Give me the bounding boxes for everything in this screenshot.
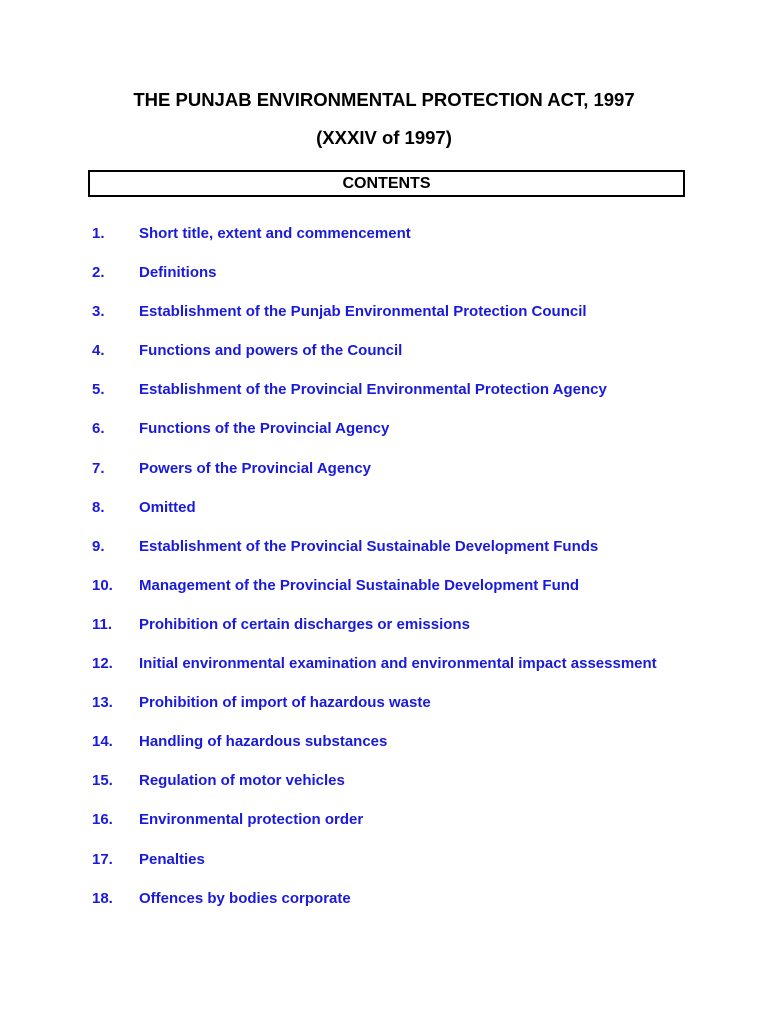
toc-link[interactable]: Initial environmental examination and environmental impact assessment <box>139 655 657 673</box>
toc-link[interactable]: Handling of hazardous substances <box>139 733 388 751</box>
toc-link[interactable]: Establishment of the Punjab Environmental Protection Council <box>139 303 587 321</box>
toc-item-17[interactable] <box>0 850 768 889</box>
toc-number: 10. <box>92 576 113 594</box>
toc-item-10[interactable] <box>0 576 768 615</box>
toc-link[interactable]: Prohibition of import of hazardous waste <box>139 694 431 712</box>
table-of-contents <box>0 224 768 928</box>
toc-item-3[interactable] <box>0 302 768 341</box>
toc-link[interactable]: Offences by bodies corporate <box>139 889 351 907</box>
toc-link[interactable]: Establishment of the Provincial Environmental Protection Agency <box>139 381 607 399</box>
toc-number: 12. <box>92 655 113 673</box>
toc-item-13[interactable] <box>0 693 768 732</box>
toc-link[interactable]: Environmental protection order <box>139 811 364 829</box>
toc-link[interactable]: Powers of the Provincial Agency <box>139 459 372 477</box>
toc-link[interactable]: Functions of the Provincial Agency <box>139 420 390 438</box>
toc-item-12[interactable] <box>0 654 768 693</box>
toc-number: 17. <box>92 850 113 868</box>
contents-heading: CONTENTS <box>88 170 685 197</box>
toc-item-6[interactable] <box>0 419 768 458</box>
toc-number: 3. <box>92 303 105 321</box>
toc-item-4[interactable] <box>0 341 768 380</box>
toc-item-5[interactable] <box>0 380 768 419</box>
document-title: THE PUNJAB ENVIRONMENTAL PROTECTION ACT, 1997 <box>133 89 635 110</box>
toc-number: 13. <box>92 694 113 712</box>
toc-link[interactable]: Regulation of motor vehicles <box>139 772 345 790</box>
toc-number: 9. <box>92 537 105 555</box>
toc-item-1[interactable] <box>0 224 768 263</box>
toc-number: 14. <box>92 733 113 751</box>
toc-link[interactable]: Short title, extent and commencement <box>139 225 411 242</box>
toc-link[interactable]: Establishment of the Provincial Sustainable Development Funds <box>139 537 599 555</box>
toc-number: 7. <box>92 459 105 477</box>
toc-number: 4. <box>92 342 105 360</box>
toc-number: 16. <box>92 811 113 829</box>
toc-number: 15. <box>92 772 113 790</box>
toc-item-9[interactable] <box>0 537 768 576</box>
toc-number: 5. <box>92 381 105 399</box>
toc-link[interactable]: Definitions <box>139 264 217 282</box>
toc-link[interactable]: Functions and powers of the Council <box>139 342 403 360</box>
toc-item-15[interactable] <box>0 771 768 810</box>
toc-number: 11. <box>92 615 113 633</box>
toc-number: 18. <box>92 889 113 907</box>
toc-item-11[interactable] <box>0 615 768 654</box>
toc-link[interactable]: Prohibition of certain discharges or emissions <box>139 615 470 633</box>
toc-item-16[interactable] <box>0 810 768 849</box>
toc-item-7[interactable] <box>0 459 768 498</box>
toc-link[interactable]: Management of the Provincial Sustainable Development Fund <box>139 576 580 594</box>
document-subtitle: (XXXIV of 1997) <box>316 127 452 148</box>
toc-number: 2. <box>92 264 105 282</box>
toc-link[interactable]: Omitted <box>139 498 196 516</box>
toc-item-2[interactable] <box>0 263 768 302</box>
toc-item-14[interactable] <box>0 732 768 771</box>
toc-number: 8. <box>92 498 105 516</box>
toc-number: 6. <box>92 420 105 438</box>
toc-link[interactable]: Penalties <box>139 850 205 868</box>
toc-item-18[interactable] <box>0 889 768 928</box>
toc-number: 1. <box>92 225 105 242</box>
toc-item-8[interactable] <box>0 498 768 537</box>
